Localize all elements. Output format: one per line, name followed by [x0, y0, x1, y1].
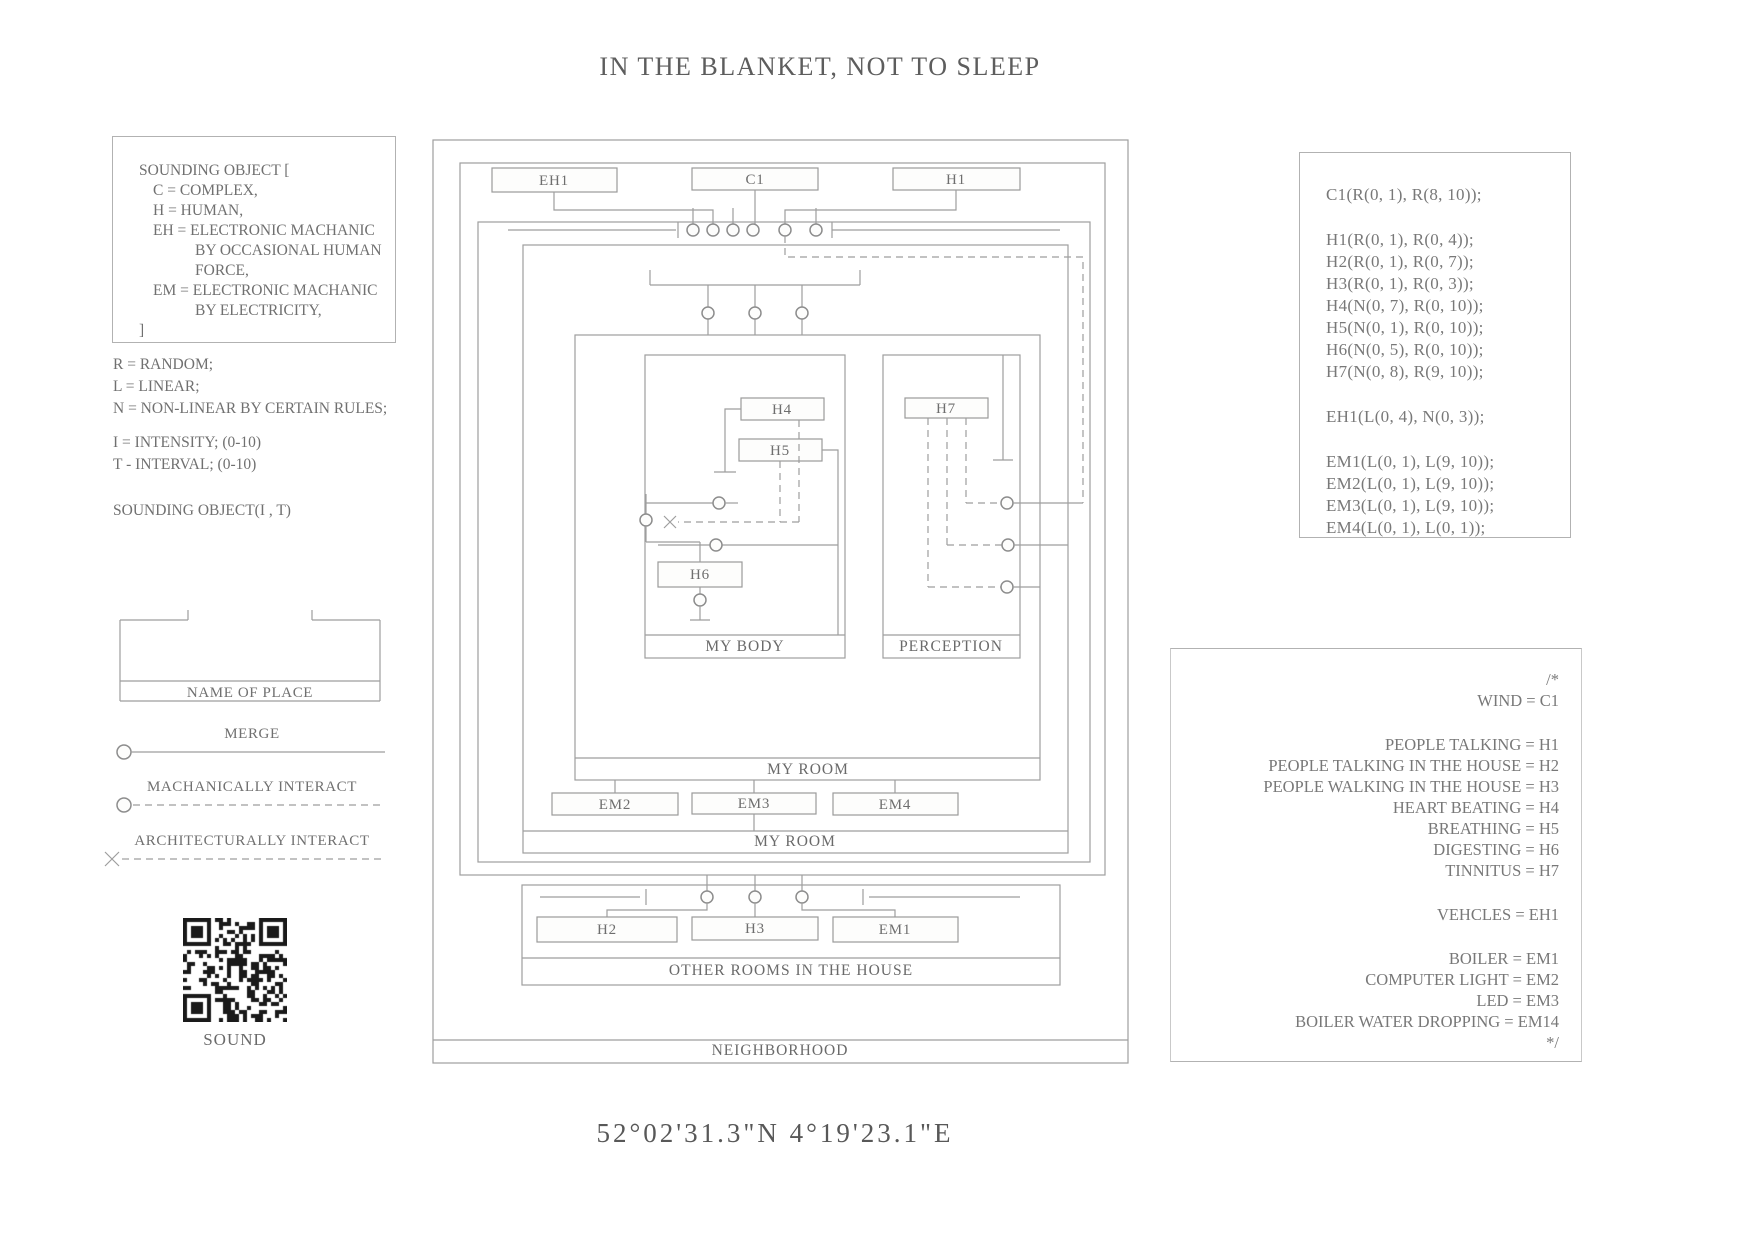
mapping-line: VEHCLES = EH1	[1436, 905, 1559, 924]
node-h7-label: H7	[936, 401, 956, 417]
name-of-place-symbol	[120, 610, 380, 701]
merge-label: MERGE	[224, 726, 280, 742]
merge-symbol	[117, 726, 385, 759]
qr-code	[183, 918, 287, 1022]
place-perception-label: PERCEPTION	[899, 638, 1003, 655]
code-line: EM3(L(0, 1), L(9, 10));	[1326, 496, 1495, 515]
x-icon	[664, 516, 676, 528]
node-em4-label: EM4	[878, 797, 912, 813]
perception-internals	[905, 355, 1083, 593]
node-em2-label: EM2	[598, 797, 632, 813]
legend-line: ]	[139, 322, 145, 339]
param-line: I = INTENSITY; (0-10)	[113, 434, 262, 451]
code-line: C1(R(0, 1), R(8, 10));	[1326, 185, 1482, 204]
mapping-line: TINNITUS = H7	[1445, 861, 1559, 880]
legend-line: C = COMPLEX,	[153, 182, 258, 199]
node-c1-label: C1	[745, 172, 765, 188]
mechanically-interact-symbol	[117, 779, 385, 812]
place-my-body-label: MY BODY	[705, 638, 785, 655]
code-line: EH1(L(0, 4), N(0, 3));	[1326, 407, 1485, 426]
legend-line: SOUNDING OBJECT [	[139, 162, 290, 179]
node-em1-label: EM1	[878, 922, 912, 938]
node-h2-label: H2	[597, 922, 617, 938]
em-row	[552, 780, 958, 831]
node-em3-label: EM3	[737, 796, 771, 812]
mapping-line: PEOPLE WALKING IN THE HOUSE = H3	[1263, 777, 1559, 796]
param-line: T - INTERVAL; (0-10)	[113, 456, 257, 473]
legend-line: H = HUMAN,	[153, 202, 244, 219]
node-h5-label: H5	[770, 443, 790, 459]
sounding-object-legend-box	[112, 136, 396, 343]
mapping-line: PEOPLE TALKING = H1	[1384, 735, 1559, 754]
node-h4-label: H4	[772, 402, 792, 418]
rules-block	[113, 354, 387, 420]
mapping-line: DIGESTING = H6	[1433, 840, 1559, 859]
mapping-line: LED = EM3	[1476, 991, 1559, 1010]
code-line: H6(N(0, 5), R(0, 10));	[1326, 340, 1484, 359]
merge-circle-icon	[117, 745, 131, 759]
qr-caption: SOUND	[203, 1030, 267, 1049]
params-block	[113, 432, 261, 476]
code-line: H4(N(0, 7), R(0, 10));	[1326, 296, 1484, 315]
rule-line: N = NON-LINEAR BY CERTAIN RULES;	[113, 400, 388, 417]
mapping-line: BOILER WATER DROPPING = EM14	[1295, 1012, 1559, 1031]
symbol-key	[100, 548, 400, 883]
code-line: H1(R(0, 1), R(0, 4));	[1326, 230, 1474, 249]
legend-line: BY ELECTRICITY,	[195, 302, 322, 319]
place-neighborhood-label: NEIGHBORHOOD	[711, 1042, 849, 1059]
my-body-internals	[640, 398, 838, 635]
other-rooms-nodes	[537, 917, 958, 942]
architecturally-interact-symbol	[105, 833, 385, 866]
place-my-room-outer-label: MY ROOM	[754, 833, 836, 850]
node-h1-label: H1	[946, 172, 966, 188]
node-h6-label: H6	[690, 567, 710, 583]
comment-close: */	[1546, 1033, 1559, 1052]
legend-line: BY OCCASIONAL HUMAN FORCE,	[195, 242, 382, 279]
rule-line: L = LINEAR;	[113, 378, 200, 395]
mapping-line: HEART BEATING = H4	[1392, 798, 1559, 817]
comment-open: /*	[1546, 670, 1559, 689]
qr-block	[183, 918, 287, 1050]
code-line: EM2(L(0, 1), L(9, 10));	[1326, 474, 1495, 493]
page-title: IN THE BLANKET, NOT TO SLEEP	[599, 52, 1041, 81]
name-of-place-label: NAME OF PLACE	[186, 685, 314, 701]
place-my-room-inner-label: MY ROOM	[767, 761, 849, 778]
mapping-box	[1170, 648, 1582, 1062]
node-eh1	[492, 168, 617, 192]
code-line: H2(R(0, 1), R(0, 7));	[1326, 252, 1474, 271]
legend-line: EM = ELECTRONIC MACHANIC	[153, 282, 378, 299]
node-c1	[692, 168, 818, 190]
code-line: H7(N(0, 8), R(9, 10));	[1326, 362, 1484, 381]
sound-map-diagram	[420, 130, 1135, 1075]
legend-line: EH = ELECTRONIC MACHANIC	[153, 222, 375, 239]
code-line: EM1(L(0, 1), L(9, 10));	[1326, 452, 1495, 471]
code-line: H5(N(0, 1), R(0, 10));	[1326, 318, 1484, 337]
sounding-object-signature: SOUNDING OBJECT(I , T)	[113, 502, 291, 519]
mapping-line: PEOPLE TALKING IN THE HOUSE = H2	[1268, 756, 1559, 775]
geo-coordinates: 52°02'31.3"N 4°19'23.1"E	[596, 1118, 954, 1148]
node-h1	[893, 168, 1020, 190]
architecturally-interact-label: ARCHITECTURALLY INTERACT	[134, 833, 370, 849]
mapping-line: BREATHING = H5	[1427, 819, 1559, 838]
mapping-line: BOILER = EM1	[1448, 949, 1559, 968]
code-box	[1299, 152, 1571, 538]
place-other-rooms-label: OTHER ROOMS IN THE HOUSE	[668, 962, 914, 979]
merge-row-bottom	[540, 875, 1020, 917]
mechanically-interact-label: MACHANICALLY INTERACT	[146, 779, 358, 795]
x-icon	[105, 852, 119, 866]
mapping-line: COMPUTER LIGHT = EM2	[1365, 970, 1559, 989]
merge-row-second	[650, 270, 860, 335]
node-h3-label: H3	[745, 921, 765, 937]
mapping-line: WIND = C1	[1477, 691, 1559, 710]
node-eh1-label: EH1	[539, 173, 569, 189]
rule-line: R = RANDOM;	[113, 356, 214, 373]
code-line: H3(R(0, 1), R(0, 3));	[1326, 274, 1474, 293]
code-line: EM4(L(0, 1), L(0, 1));	[1326, 518, 1486, 537]
mechanical-circle-icon	[117, 798, 131, 812]
